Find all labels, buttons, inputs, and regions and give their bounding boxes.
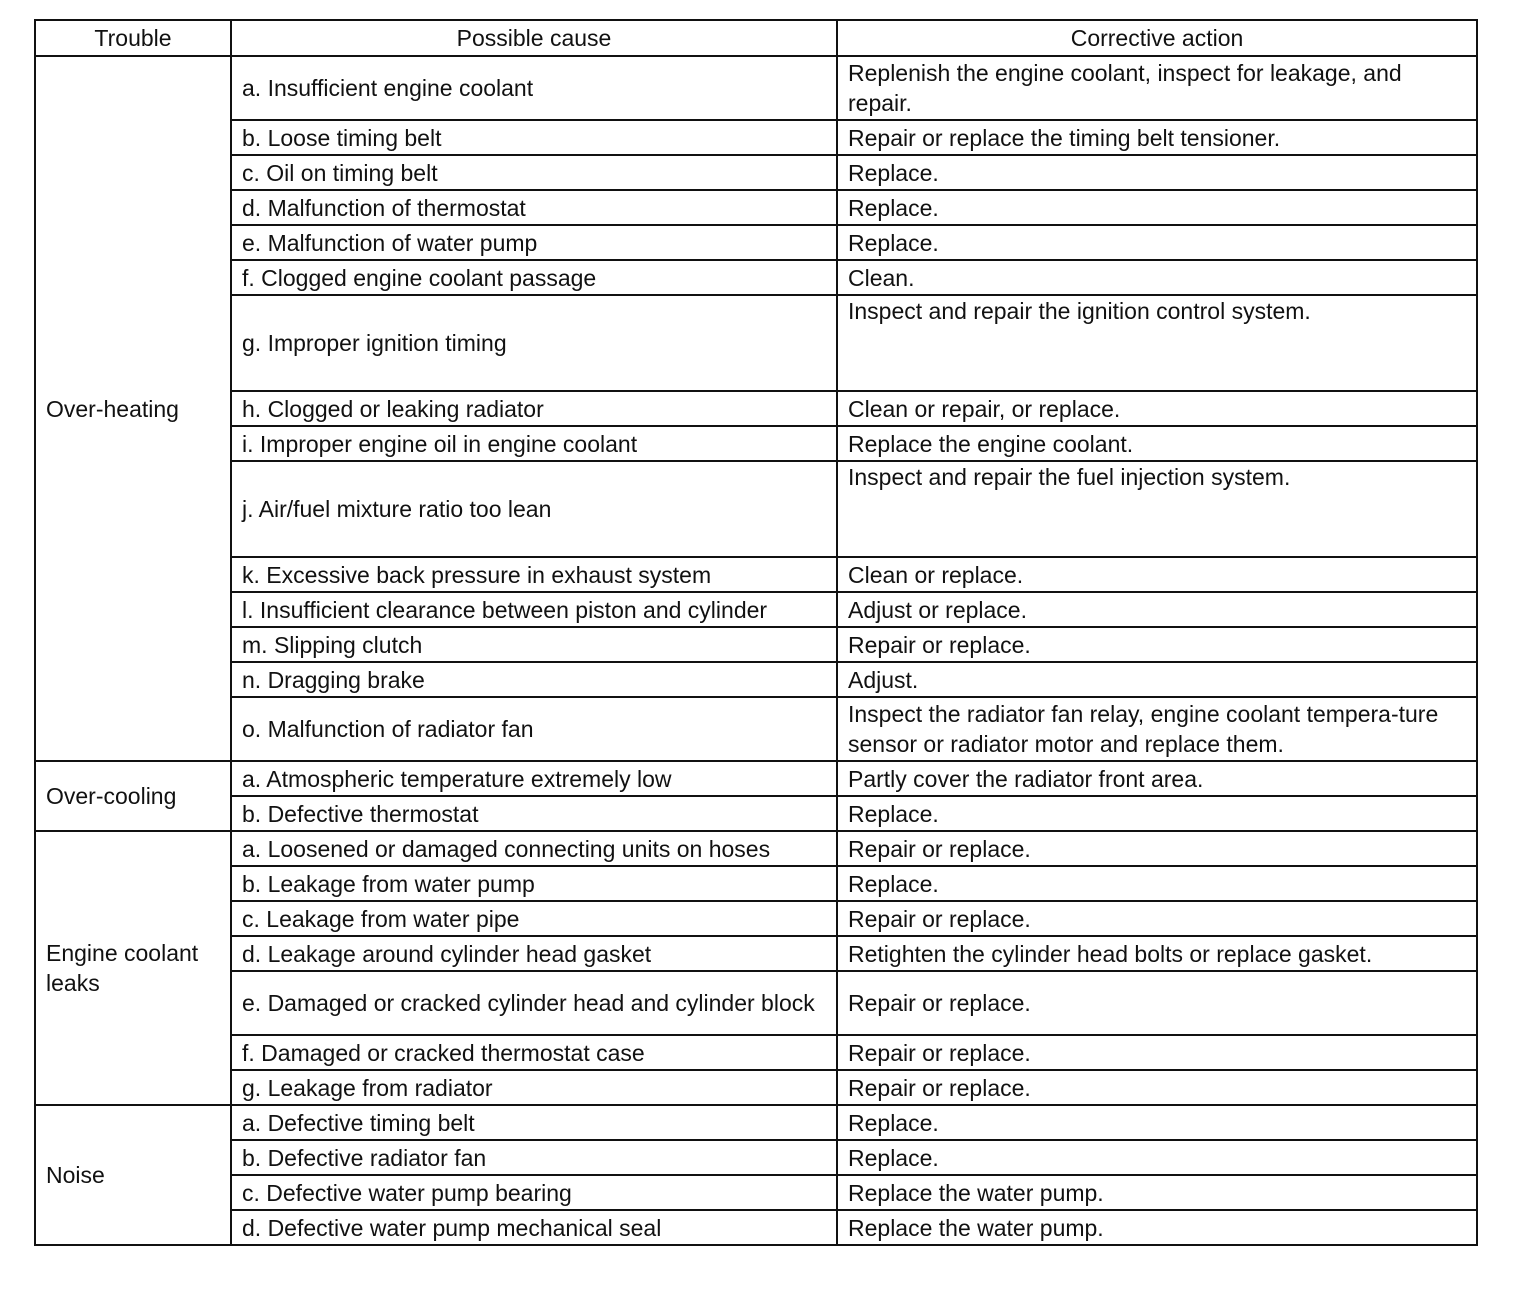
cause-cell: j. Air/fuel mixture ratio too lean: [231, 461, 837, 557]
cause-cell: d. Malfunction of thermostat: [231, 190, 837, 225]
cause-cell: a. Loosened or damaged connecting units on hoses: [231, 831, 837, 866]
table-row: [35, 1175, 1477, 1210]
table-row: [35, 1210, 1477, 1245]
cause-cell: g. Improper ignition timing: [231, 295, 837, 391]
table-row: [35, 461, 1477, 557]
cause-cell: h. Clogged or leaking radiator: [231, 391, 837, 426]
table-row: [35, 796, 1477, 831]
table-row: [35, 225, 1477, 260]
table-row: [35, 1105, 1477, 1140]
table-row: [35, 1035, 1477, 1070]
action-cell: Replace the engine coolant.: [837, 426, 1477, 461]
cause-cell: b. Defective thermostat: [231, 796, 837, 831]
action-cell: Clean or repair, or replace.: [837, 391, 1477, 426]
table-row: [35, 190, 1477, 225]
cause-cell: d. Leakage around cylinder head gasket: [231, 936, 837, 971]
action-cell: Replace.: [837, 190, 1477, 225]
table-row: [35, 1070, 1477, 1105]
cause-cell: k. Excessive back pressure in exhaust system: [231, 557, 837, 592]
table-row: [35, 831, 1477, 866]
cause-cell: l. Insufficient clearance between piston and cylinder: [231, 592, 837, 627]
cause-cell: c. Defective water pump bearing: [231, 1175, 837, 1210]
cause-cell: i. Improper engine oil in engine coolant: [231, 426, 837, 461]
action-cell: Replace.: [837, 225, 1477, 260]
table-row: [35, 1140, 1477, 1175]
header-possible-cause: Possible cause: [231, 20, 837, 56]
action-cell: Repair or replace.: [837, 901, 1477, 936]
cause-cell: m. Slipping clutch: [231, 627, 837, 662]
action-cell: Replace.: [837, 155, 1477, 190]
action-cell: Repair or replace.: [837, 971, 1477, 1035]
action-cell: Replace the water pump.: [837, 1175, 1477, 1210]
cause-cell: e. Damaged or cracked cylinder head and cylinder block: [231, 971, 837, 1035]
table-row: [35, 866, 1477, 901]
action-cell: Inspect and repair the ignition control system.: [837, 295, 1477, 391]
table-row: [35, 56, 1477, 120]
table-row: [35, 627, 1477, 662]
table-row: [35, 592, 1477, 627]
cause-cell: c. Leakage from water pipe: [231, 901, 837, 936]
action-cell: Replace the water pump.: [837, 1210, 1477, 1245]
cause-cell: a. Atmospheric temperature extremely low: [231, 761, 837, 796]
action-cell: Adjust or replace.: [837, 592, 1477, 627]
cause-cell: d. Defective water pump mechanical seal: [231, 1210, 837, 1245]
table-row: [35, 761, 1477, 796]
header-trouble: Trouble: [35, 20, 231, 56]
action-cell: Inspect the radiator fan relay, engine coolant tempera-ture sensor or radiator motor and replace them.: [837, 697, 1477, 761]
cause-cell: b. Loose timing belt: [231, 120, 837, 155]
table-row: [35, 260, 1477, 295]
action-cell: Retighten the cylinder head bolts or replace gasket.: [837, 936, 1477, 971]
table-row: [35, 295, 1477, 391]
action-cell: Replace.: [837, 1140, 1477, 1175]
table-row: [35, 426, 1477, 461]
action-cell: Repair or replace.: [837, 1070, 1477, 1105]
cause-cell: b. Leakage from water pump: [231, 866, 837, 901]
header-row: [35, 20, 1477, 56]
table-row: [35, 155, 1477, 190]
action-cell: Clean or replace.: [837, 557, 1477, 592]
table-row: [35, 697, 1477, 761]
action-cell: Repair or replace.: [837, 627, 1477, 662]
cause-cell: f. Clogged engine coolant passage: [231, 260, 837, 295]
action-cell: Repair or replace the timing belt tensioner.: [837, 120, 1477, 155]
cause-cell: e. Malfunction of water pump: [231, 225, 837, 260]
trouble-noise: Noise: [35, 1105, 231, 1245]
table-row: [35, 936, 1477, 971]
action-cell: Repair or replace.: [837, 1035, 1477, 1070]
header-corrective-action: Corrective action: [837, 20, 1477, 56]
cause-cell: g. Leakage from radiator: [231, 1070, 837, 1105]
cause-cell: c. Oil on timing belt: [231, 155, 837, 190]
trouble-over-heating: Over-heating: [35, 56, 231, 761]
action-cell: Clean.: [837, 260, 1477, 295]
cause-cell: o. Malfunction of radiator fan: [231, 697, 837, 761]
action-cell: Replace.: [837, 1105, 1477, 1140]
cause-cell: a. Defective timing belt: [231, 1105, 837, 1140]
cause-cell: a. Insufficient engine coolant: [231, 56, 837, 120]
trouble-engine-coolant-leaks: Engine coolant leaks: [35, 831, 231, 1105]
table-row: [35, 557, 1477, 592]
table-row: [35, 901, 1477, 936]
action-cell: Adjust.: [837, 662, 1477, 697]
table-row: [35, 662, 1477, 697]
action-cell: Replenish the engine coolant, inspect for leakage, and repair.: [837, 56, 1477, 120]
cause-cell: b. Defective radiator fan: [231, 1140, 837, 1175]
action-cell: Partly cover the radiator front area.: [837, 761, 1477, 796]
table-row: [35, 971, 1477, 1035]
cause-cell: n. Dragging brake: [231, 662, 837, 697]
action-cell: Replace.: [837, 796, 1477, 831]
action-cell: Replace.: [837, 866, 1477, 901]
trouble-over-cooling: Over-cooling: [35, 761, 231, 831]
troubleshooting-table: [34, 19, 1478, 1246]
action-cell: Inspect and repair the fuel injection system.: [837, 461, 1477, 557]
cause-cell: f. Damaged or cracked thermostat case: [231, 1035, 837, 1070]
action-cell: Repair or replace.: [837, 831, 1477, 866]
table-row: [35, 120, 1477, 155]
table-row: [35, 391, 1477, 426]
